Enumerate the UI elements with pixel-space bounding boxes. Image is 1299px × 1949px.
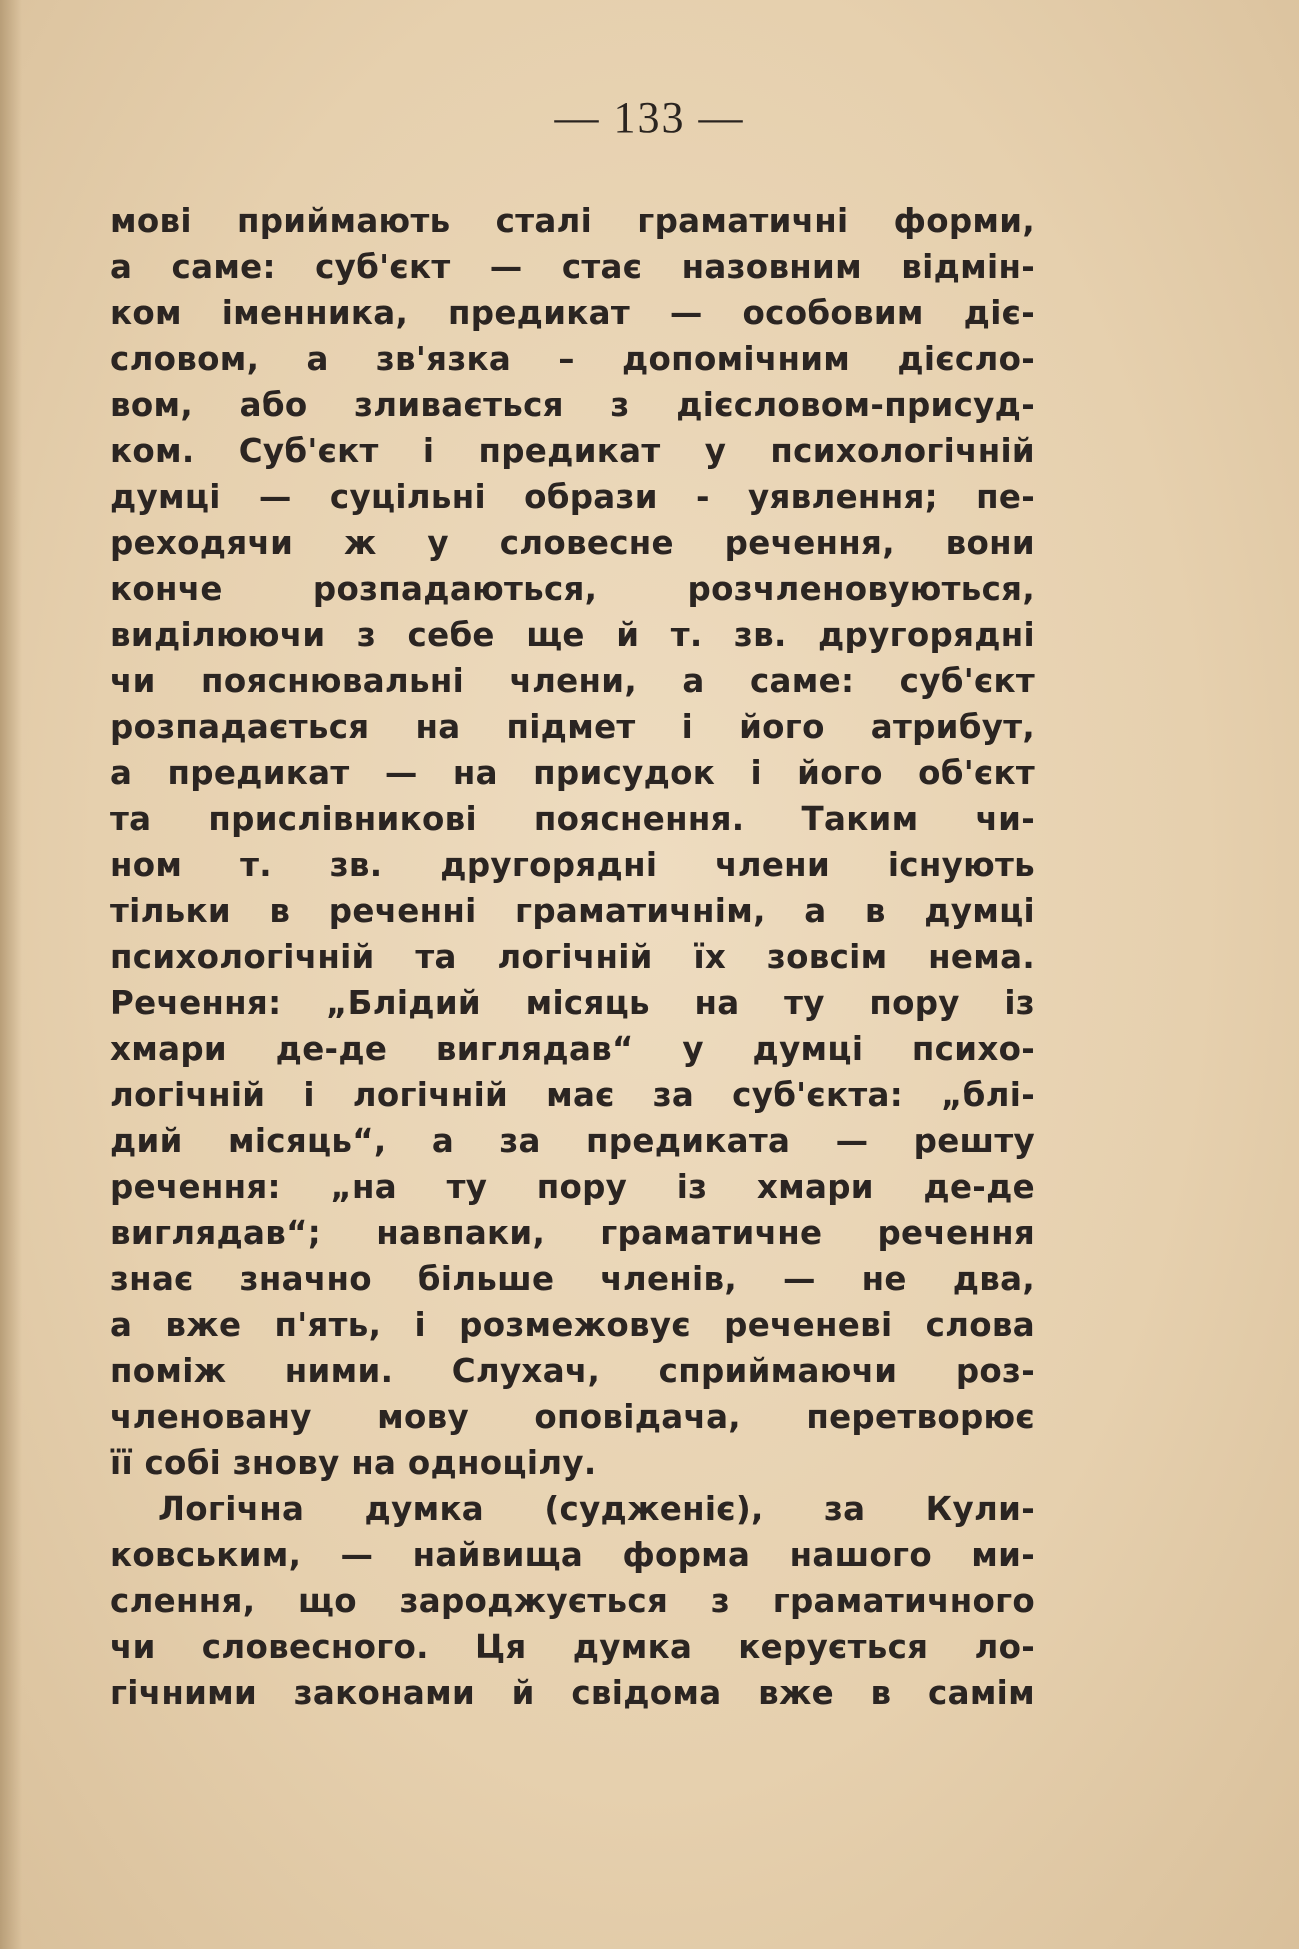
- text-line: чи пояснювальні члени, а саме: суб'єкт: [110, 662, 1035, 700]
- text-line: реходячи ж у словесне речення, вони: [110, 524, 1035, 562]
- text-line: психологічній та логічній їх зовсім нема.: [110, 938, 1035, 976]
- text-line: Речення: „Блідий місяць на ту пору із: [110, 984, 1035, 1022]
- text-line: знає значно більше членів, — не два,: [110, 1260, 1035, 1298]
- text-line: Логічна думка (судженіє), за Кули-: [158, 1490, 1035, 1528]
- text-line: слення, що зароджується з граматичного: [110, 1582, 1035, 1620]
- text-line: тільки в реченні граматичнім, а в думці: [110, 892, 1035, 930]
- text-line: ковським, — найвища форма нашого ми-: [110, 1536, 1035, 1574]
- page-edge-shadow: [0, 0, 22, 1949]
- text-line: виглядав“; навпаки, граматичне речення: [110, 1214, 1035, 1252]
- text-line: та прислівникові пояснення. Таким чи-: [110, 800, 1035, 838]
- paragraph-2: [110, 1486, 1035, 1716]
- text-line: поміж ними. Слухач, сприймаючи роз-: [110, 1352, 1035, 1390]
- paragraph-1: [110, 198, 1035, 1486]
- text-line: речення: „на ту пору із хмари де-де: [110, 1168, 1035, 1206]
- text-line: словом, а зв'язка – допомічним дієсло-: [110, 340, 1035, 378]
- text-line: членовану мову оповідача, перетворює: [110, 1398, 1035, 1436]
- text-line: конче розпадаються, розчленовуються,: [110, 570, 1035, 608]
- text-line: а предикат — на присудок і його об'єкт: [110, 754, 1035, 792]
- text-line: розпадається на підмет і його атрибут,: [110, 708, 1035, 746]
- text-line: чи словесного. Ця думка керується ло-: [110, 1628, 1035, 1666]
- text-line: а саме: суб'єкт — стає назовним відмін-: [110, 248, 1035, 286]
- text-line: а вже п'ять, і розмежовує реченеві слова: [110, 1306, 1035, 1344]
- text-line: дий місяць“, а за предиката — решту: [110, 1122, 1035, 1160]
- text-line: виділюючи з себе ще й т. зв. другорядні: [110, 616, 1035, 654]
- text-line: ком. Суб'єкт і предикат у психологічній: [110, 432, 1035, 470]
- text-line: мові приймають сталі граматичні форми,: [110, 202, 1035, 240]
- page-number: — 133 —: [554, 93, 745, 142]
- text-line: гічними законами й свідома вже в самім: [110, 1674, 1035, 1712]
- text-line: ком іменника, предикат — особовим діє-: [110, 294, 1035, 332]
- text-line: вом, або зливається з дієсловом-присуд-: [110, 386, 1035, 424]
- text-line: думці — суцільні образи - уявлення; пе-: [110, 478, 1035, 516]
- body-text: [110, 198, 1035, 1716]
- text-line: хмари де-де виглядав“ у думці психо-: [110, 1030, 1035, 1068]
- text-line: її собі знову на одноцілу.: [110, 1444, 597, 1482]
- text-line: логічній і логічній має за суб'єкта: „блі-: [110, 1076, 1035, 1114]
- text-line: ном т. зв. другорядні члени існують: [110, 846, 1035, 884]
